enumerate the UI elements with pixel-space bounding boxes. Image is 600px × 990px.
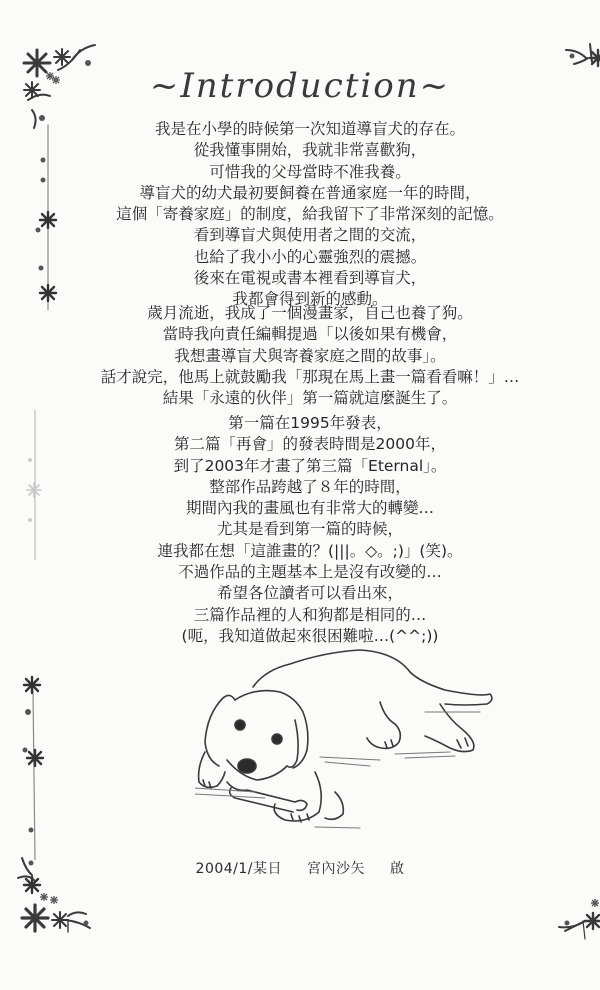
intro-paragraph-1 bbox=[60, 119, 560, 311]
floral-corner-bottom-right-icon bbox=[555, 895, 600, 945]
text-line: 我想畫導盲犬與寄養家庭之間的故事」。 bbox=[174, 346, 446, 365]
text-line: 我是在小學的時候第一次知道導盲犬的存在。 bbox=[154, 120, 465, 138]
text-line: 歲月流逝，我成了一個漫畫家，自己也養了狗。 bbox=[147, 304, 473, 322]
text-line: 我都會得到新的感動。 bbox=[232, 290, 388, 309]
text-line: 整部作品跨越了８年的時間， bbox=[209, 477, 411, 496]
text-line: 第二篇「再會」的發表時間是2000年， bbox=[174, 435, 446, 454]
text-line: 三篇作品裡的人和狗都是相同的… bbox=[193, 605, 427, 624]
text-line: 這個「寄養家庭」的制度，給我留下了非常深刻的記憶。 bbox=[116, 205, 504, 224]
intro-paragraph-2 bbox=[60, 303, 560, 409]
text-line: 可惜我的父母當時不准我養。 bbox=[209, 162, 411, 181]
signature-date: 2004/1/某日 bbox=[195, 861, 283, 877]
text-line: 不過作品的主題基本上是沒有改變的… bbox=[178, 563, 442, 582]
text-line: 看到導盲犬與使用者之間的交流， bbox=[193, 226, 427, 245]
text-line: (呃，我知道做起來很困難啦…(^^;)) bbox=[181, 626, 439, 645]
text-line: 期間內我的畫風也有非常大的轉變… bbox=[185, 499, 434, 518]
page-title: ~Introduction~ bbox=[149, 66, 451, 106]
intro-paragraph-3 bbox=[60, 413, 560, 647]
text-line: 也給了我小小的心靈強烈的震撼。 bbox=[193, 247, 427, 266]
text-line: 第一篇在1995年發表， bbox=[228, 414, 392, 432]
floral-corner-bottom-left-icon bbox=[10, 670, 110, 950]
signature-author: 宮內沙矢 bbox=[306, 861, 365, 877]
signature-closing: 啟 bbox=[389, 861, 405, 877]
faded-vine-left-icon bbox=[20, 410, 50, 560]
text-line: 尤其是看到第一篇的時候， bbox=[216, 520, 403, 539]
text-line: 到了2003年才畫了第三篇「Eternal」。 bbox=[173, 456, 447, 475]
signature bbox=[0, 858, 600, 878]
text-line: 希望各位讀者可以看出來， bbox=[216, 584, 403, 603]
text-line: 結果「永遠的伙伴」第一篇就這麼誕生了。 bbox=[162, 389, 458, 408]
text-line: 導盲犬的幼犬最初要飼養在普通家庭一年的時間， bbox=[139, 183, 481, 202]
text-line: 當時我向責任編輯提過「以後如果有機會， bbox=[162, 325, 458, 344]
puppy-illustration-icon bbox=[195, 642, 495, 842]
text-line: 話才說完，他馬上就鼓勵我「那現在馬上畫一篇看看嘛！」… bbox=[100, 367, 520, 386]
text-line: 連我都在想「這誰畫的？(|||。◇。;)」(笑)。 bbox=[157, 541, 463, 560]
text-line: 從我懂事開始，我就非常喜歡狗， bbox=[193, 141, 427, 160]
text-line: 後來在電視或書本裡看到導盲犬， bbox=[193, 269, 427, 288]
